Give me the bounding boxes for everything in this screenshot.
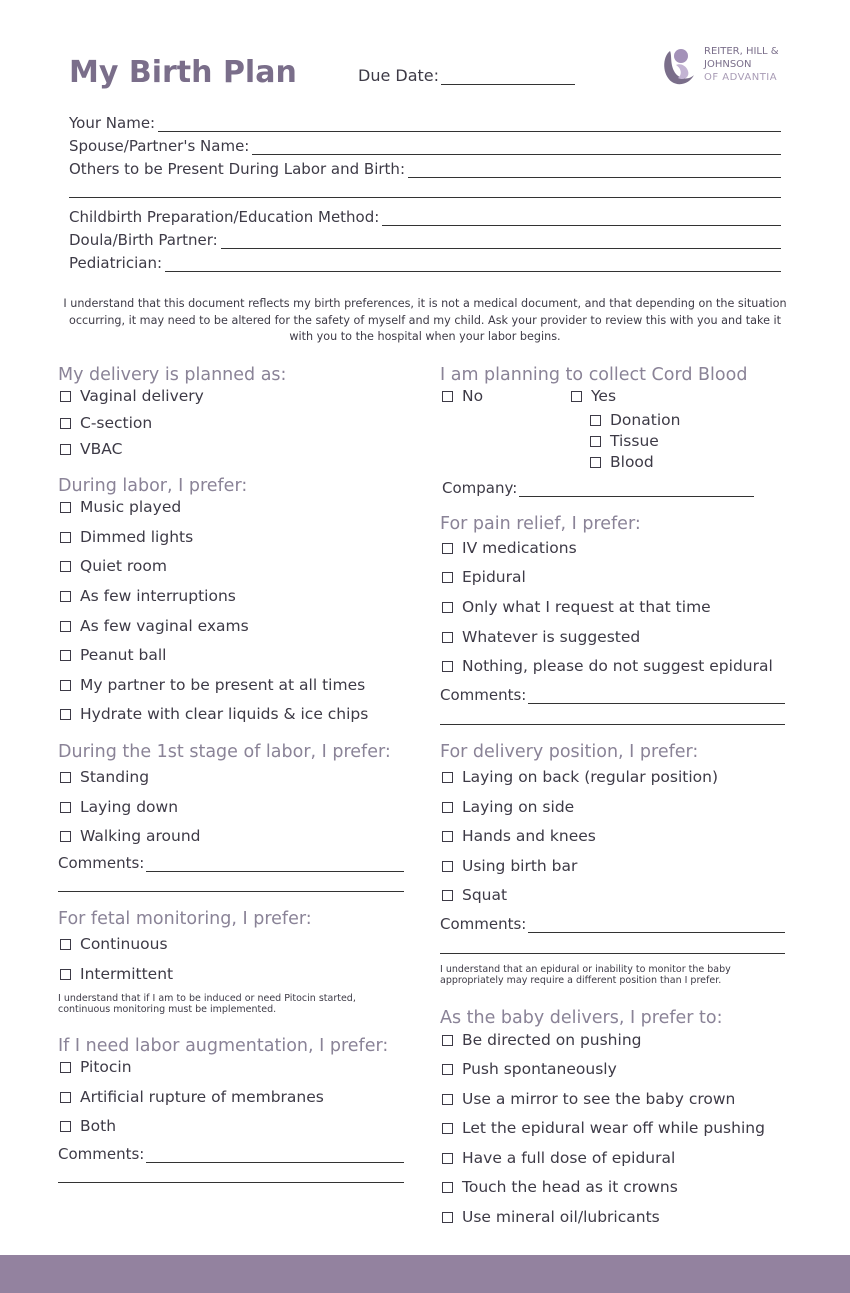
checkbox[interactable] <box>442 543 453 554</box>
your-name-label: Your Name: <box>69 114 156 132</box>
company-line[interactable] <box>519 480 754 497</box>
comments-label: Comments: <box>440 915 527 933</box>
position-note: I understand that an epidural or inability to monitor the baby appropriately may require a different position than I prefer. <box>440 964 731 986</box>
doula-field[interactable] <box>69 229 781 249</box>
checkbox[interactable] <box>442 890 453 901</box>
fetal-note: I understand that if I am to be induced or need Pitocin started, continuous monitoring must be implemented. <box>58 993 356 1015</box>
disclaimer-text: I understand that this document reflects my birth preferences, it is not a medical document, and that depending on the situation occurring, it may need to be altered for the safety of myself and my child. Ask your provider to review this with you and take it with you to the hospital when your labor begins. <box>63 297 787 343</box>
delivery-option-vbac[interactable] <box>60 440 122 458</box>
checkbox[interactable] <box>442 861 453 872</box>
labor-option[interactable] <box>60 587 236 605</box>
option-label: Squat <box>462 886 508 904</box>
first-stage-option[interactable] <box>60 798 178 816</box>
option-label: Epidural <box>462 568 526 586</box>
checkbox[interactable] <box>60 532 71 543</box>
education-method-line[interactable] <box>382 209 781 226</box>
pain-comments-line-2[interactable] <box>440 724 785 725</box>
education-method-label: Childbirth Preparation/Education Method: <box>69 208 380 226</box>
partner-name-field[interactable] <box>69 135 781 155</box>
option-label: Blood <box>610 453 654 471</box>
option-label: IV medications <box>462 539 577 557</box>
augmentation-comments-field[interactable] <box>58 1143 404 1163</box>
option-label: Laying on back (regular position) <box>462 768 719 786</box>
option-label: Laying down <box>80 798 179 816</box>
pain-option[interactable] <box>442 598 711 616</box>
delivery-option-vaginal[interactable] <box>60 387 204 405</box>
due-date-field[interactable] <box>358 66 575 85</box>
pain-comments-field[interactable] <box>440 684 785 704</box>
company-field[interactable] <box>442 477 754 497</box>
augmentation-option[interactable] <box>60 1088 324 1106</box>
labor-option[interactable] <box>60 498 181 516</box>
checkbox[interactable] <box>60 1092 71 1103</box>
baby-delivers-option[interactable] <box>442 1090 735 1108</box>
cord-blood-no[interactable] <box>442 387 483 405</box>
option-label: Dimmed lights <box>80 528 194 546</box>
position-option[interactable] <box>442 768 718 786</box>
pain-heading: For pain relief, I prefer: <box>440 514 641 534</box>
option-label: Intermittent <box>80 965 174 983</box>
checkbox[interactable] <box>60 418 71 429</box>
cord-blood-yes-option[interactable] <box>590 453 654 471</box>
checkbox[interactable] <box>60 391 71 402</box>
position-option[interactable] <box>442 886 507 904</box>
logo-line-1: REITER, HILL & <box>704 46 779 57</box>
baby-delivers-option[interactable] <box>442 1119 765 1137</box>
option-label: Be directed on pushing <box>462 1031 642 1049</box>
checkbox[interactable] <box>442 661 453 672</box>
option-label: Whatever is suggested <box>462 628 641 646</box>
option-label: Only what I request at that time <box>462 598 711 616</box>
option-label: Artificial rupture of membranes <box>80 1088 324 1106</box>
labor-option[interactable] <box>60 676 365 694</box>
fetal-heading: For fetal monitoring, I prefer: <box>58 909 312 929</box>
checkbox[interactable] <box>442 1153 453 1164</box>
labor-option[interactable] <box>60 705 368 723</box>
your-name-field[interactable] <box>69 112 781 132</box>
checkbox[interactable] <box>60 621 71 632</box>
pain-option[interactable] <box>442 539 577 557</box>
checkbox[interactable] <box>60 444 71 455</box>
comments-label: Comments: <box>440 686 527 704</box>
option-label: Both <box>80 1117 117 1135</box>
baby-delivers-option[interactable] <box>442 1149 675 1167</box>
option-label: Nothing, please do not suggest epidural <box>462 657 773 675</box>
pediatrician-field[interactable] <box>69 252 781 272</box>
doula-line[interactable] <box>221 232 781 249</box>
checkbox[interactable] <box>60 1121 71 1132</box>
checkbox[interactable] <box>571 391 582 402</box>
cord-blood-heading: I am planning to collect Cord Blood <box>440 365 748 385</box>
checkbox[interactable] <box>60 591 71 602</box>
augmentation-option[interactable] <box>60 1117 116 1135</box>
fetal-option[interactable] <box>60 965 173 983</box>
checkbox[interactable] <box>442 1123 453 1134</box>
partner-name-label: Spouse/Partner's Name: <box>69 137 250 155</box>
checkbox[interactable] <box>442 391 453 402</box>
cord-blood-yes[interactable] <box>571 387 616 405</box>
option-label: Vaginal delivery <box>80 387 204 405</box>
option-label: Have a full dose of epidural <box>462 1149 676 1167</box>
checkbox[interactable] <box>442 1182 453 1193</box>
comments-line[interactable] <box>146 855 404 872</box>
logo-line-3: OF ADVANTIA <box>704 72 778 83</box>
option-label: Music played <box>80 498 182 516</box>
logo-text <box>704 45 779 84</box>
checkbox[interactable] <box>442 831 453 842</box>
checkbox[interactable] <box>442 772 453 783</box>
position-comments-line-2[interactable] <box>440 953 785 954</box>
baby-delivers-heading: As the baby delivers, I prefer to: <box>440 1008 723 1028</box>
checkbox[interactable] <box>590 457 601 468</box>
position-option[interactable] <box>442 798 574 816</box>
option-label: Let the epidural wear off while pushing <box>462 1119 765 1137</box>
labor-option[interactable] <box>60 646 166 664</box>
cord-blood-yes-option[interactable] <box>590 432 659 450</box>
your-name-line[interactable] <box>158 115 781 132</box>
checkbox[interactable] <box>442 572 453 583</box>
pain-option[interactable] <box>442 568 526 586</box>
option-label: No <box>462 387 484 405</box>
pain-option[interactable] <box>442 628 640 646</box>
option-label: Yes <box>591 387 617 405</box>
checkbox[interactable] <box>60 772 71 783</box>
baby-delivers-option[interactable] <box>442 1178 678 1196</box>
checkbox[interactable] <box>60 561 71 572</box>
comments-label: Comments: <box>58 854 145 872</box>
checkbox[interactable] <box>60 680 71 691</box>
labor-heading: During labor, I prefer: <box>58 476 248 496</box>
labor-option[interactable] <box>60 557 167 575</box>
option-label: Hands and knees <box>462 827 596 845</box>
option-label: Peanut ball <box>80 646 167 664</box>
first-stage-option[interactable] <box>60 768 149 786</box>
checkbox[interactable] <box>442 1064 453 1075</box>
company-label: Company: <box>442 479 518 497</box>
first-stage-comments-field[interactable] <box>58 852 404 872</box>
checkbox[interactable] <box>60 502 71 513</box>
option-label: Push spontaneously <box>462 1060 617 1078</box>
option-label: Use mineral oil/lubricants <box>462 1208 660 1226</box>
checkbox[interactable] <box>442 1035 453 1046</box>
option-label: Using birth bar <box>462 857 578 875</box>
footer-band <box>0 1255 850 1293</box>
others-present-line[interactable] <box>408 161 781 178</box>
option-label: Touch the head as it crowns <box>462 1178 678 1196</box>
page-title: My Birth Plan <box>69 55 297 90</box>
due-date-line[interactable] <box>441 68 575 85</box>
comments-label: Comments: <box>58 1145 145 1163</box>
checkbox[interactable] <box>590 415 601 426</box>
checkbox[interactable] <box>60 831 71 842</box>
others-present-label: Others to be Present During Labor and Birth: <box>69 160 405 178</box>
first-stage-option[interactable] <box>60 827 201 845</box>
delivery-option-csection[interactable] <box>60 414 152 432</box>
option-label: As few vaginal exams <box>80 617 249 635</box>
position-option[interactable] <box>442 827 596 845</box>
education-method-field[interactable] <box>69 206 781 226</box>
checkbox[interactable] <box>60 939 71 950</box>
position-heading: For delivery position, I prefer: <box>440 742 699 762</box>
pediatrician-line[interactable] <box>165 255 781 272</box>
option-label: Hydrate with clear liquids & ice chips <box>80 705 369 723</box>
checkbox[interactable] <box>60 709 71 720</box>
baby-delivers-option[interactable] <box>442 1060 617 1078</box>
comments-line[interactable] <box>146 1146 404 1163</box>
checkbox[interactable] <box>60 802 71 813</box>
augmentation-comments-line-2[interactable] <box>58 1182 404 1183</box>
first-stage-comments-line-2[interactable] <box>58 891 404 892</box>
option-label: Quiet room <box>80 557 167 575</box>
logo-icon <box>660 45 698 87</box>
pediatrician-label: Pediatrician: <box>69 254 163 272</box>
labor-option[interactable] <box>60 528 193 546</box>
option-label: As few interruptions <box>80 587 236 605</box>
option-label: Tissue <box>610 432 659 450</box>
option-label: Use a mirror to see the baby crown <box>462 1090 736 1108</box>
comments-line[interactable] <box>528 687 785 704</box>
option-label: My partner to be present at all times <box>80 676 366 694</box>
augmentation-option[interactable] <box>60 1058 132 1076</box>
option-label: Pitocin <box>80 1058 132 1076</box>
checkbox[interactable] <box>442 1094 453 1105</box>
option-label: Laying on side <box>462 798 575 816</box>
option-label: Donation <box>610 411 681 429</box>
checkbox[interactable] <box>60 650 71 661</box>
others-present-field[interactable] <box>69 158 781 178</box>
delivery-heading: My delivery is planned as: <box>58 365 287 385</box>
checkbox[interactable] <box>442 632 453 643</box>
option-label: C-section <box>80 414 153 432</box>
comments-line[interactable] <box>528 916 785 933</box>
pain-option[interactable] <box>442 657 773 675</box>
partner-name-line[interactable] <box>252 138 781 155</box>
baby-delivers-option[interactable] <box>442 1208 660 1226</box>
position-option[interactable] <box>442 857 577 875</box>
checkbox[interactable] <box>442 1212 453 1223</box>
logo-line-2: JOHNSON <box>704 59 752 70</box>
checkbox[interactable] <box>60 969 71 980</box>
others-present-line-2[interactable] <box>69 197 781 198</box>
option-label: Walking around <box>80 827 201 845</box>
fetal-option[interactable] <box>60 935 168 953</box>
checkbox[interactable] <box>442 602 453 613</box>
cord-blood-yes-option[interactable] <box>590 411 680 429</box>
checkbox[interactable] <box>590 436 601 447</box>
doula-label: Doula/Birth Partner: <box>69 231 218 249</box>
baby-delivers-option[interactable] <box>442 1031 641 1049</box>
due-date-label: Due Date: <box>358 66 440 85</box>
option-label: VBAC <box>80 440 123 458</box>
option-label: Standing <box>80 768 150 786</box>
checkbox[interactable] <box>442 802 453 813</box>
labor-option[interactable] <box>60 617 249 635</box>
first-stage-heading: During the 1st stage of labor, I prefer: <box>58 742 391 762</box>
option-label: Continuous <box>80 935 168 953</box>
position-comments-field[interactable] <box>440 913 785 933</box>
checkbox[interactable] <box>60 1062 71 1073</box>
augmentation-heading: If I need labor augmentation, I prefer: <box>58 1036 389 1056</box>
